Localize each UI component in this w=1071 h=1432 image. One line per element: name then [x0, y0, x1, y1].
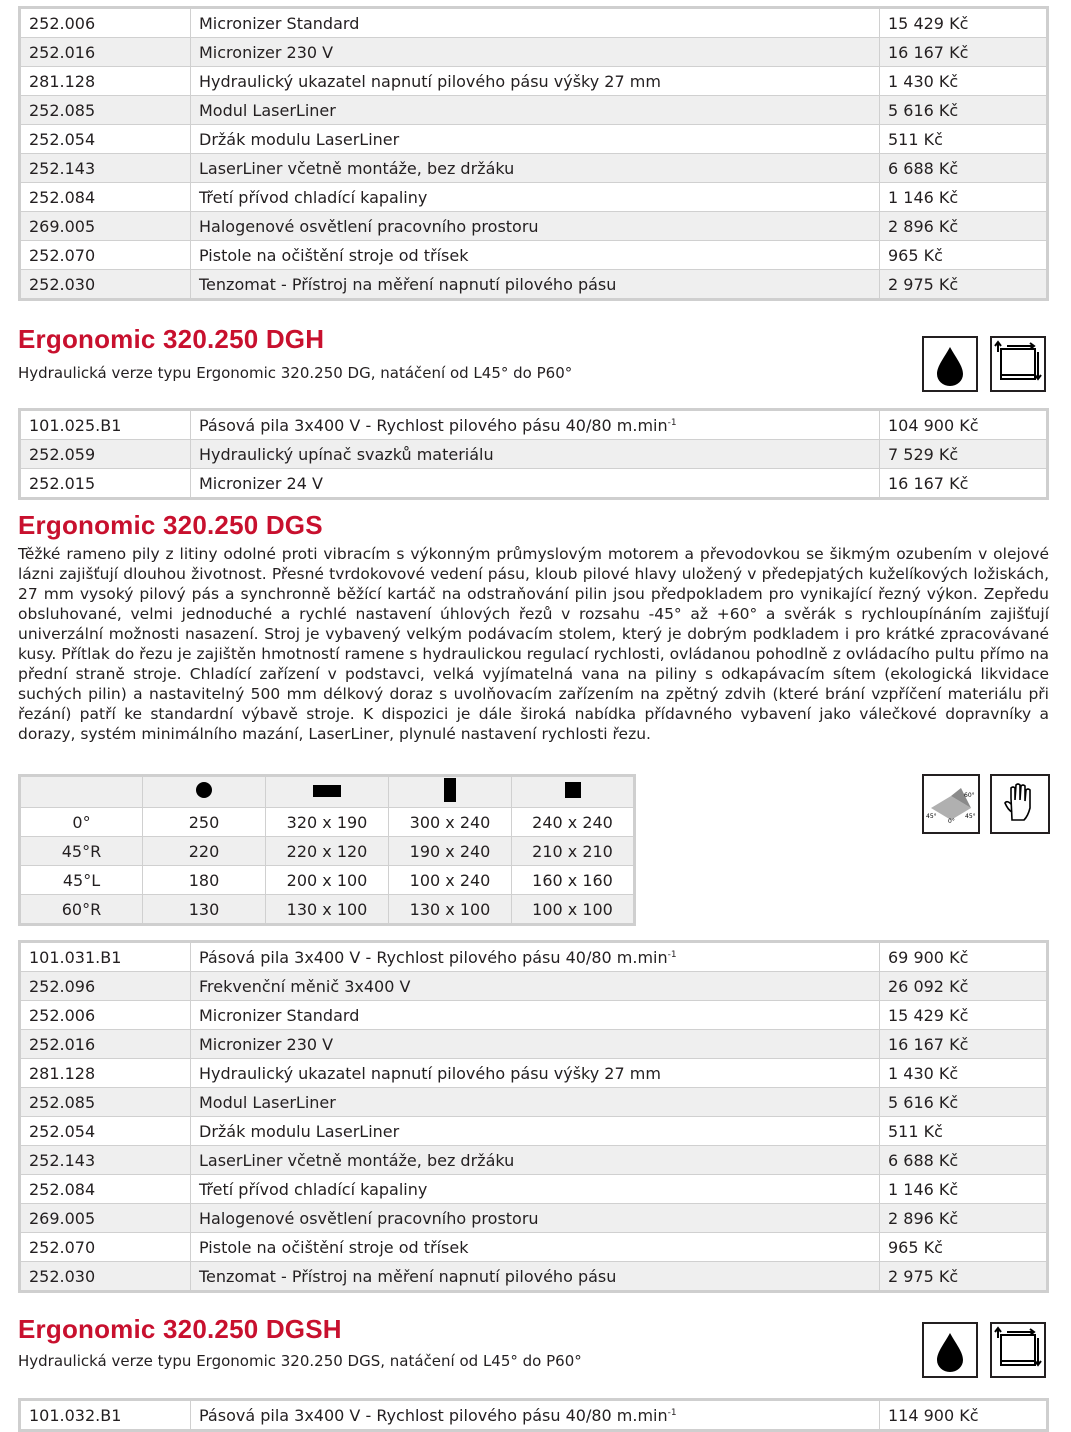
item-code-text: 252.006 [29, 1005, 96, 1025]
item-price [880, 1233, 1048, 1262]
capacity-row [20, 895, 635, 925]
table-row [20, 440, 1048, 469]
capacity-value: 250 [143, 808, 266, 837]
item-price [880, 1175, 1048, 1204]
item-price-text: 5 616 Kč [888, 1092, 959, 1112]
item-description-text: LaserLiner včetně montáže, bez držáku [199, 1150, 515, 1170]
item-description-text: Micronizer 24 V [199, 473, 323, 493]
angle-label-45-left: 45° [926, 813, 937, 820]
item-price-text: 2 975 Kč [888, 1266, 959, 1286]
table-row [20, 972, 1048, 1001]
capacity-value: 160 x 160 [512, 866, 635, 895]
table-row [20, 1400, 1048, 1431]
item-code [20, 1233, 191, 1262]
capacity-angle: 60°R [20, 895, 143, 925]
item-price [880, 67, 1048, 96]
dgh-table [18, 408, 1049, 500]
item-price-text: 511 Kč [888, 1121, 943, 1141]
item-price-text: 965 Kč [888, 245, 943, 265]
dgsh-table [18, 1398, 1049, 1432]
item-description [191, 1088, 880, 1117]
table-row [20, 1117, 1048, 1146]
item-code [20, 1262, 191, 1292]
item-description [191, 1233, 880, 1262]
capacity-value: 320 x 190 [266, 808, 389, 837]
item-code-text: 252.015 [29, 473, 96, 493]
section-subtitle-dgh: Hydraulická verze typu Ergonomic 320.250 DG, natáčení od L45° do P60° [18, 364, 573, 382]
capacity-value: 130 [143, 895, 266, 925]
item-description [191, 154, 880, 183]
item-price [880, 972, 1048, 1001]
item-description-text: Modul LaserLiner [199, 1092, 336, 1112]
round-section-icon [143, 776, 266, 808]
item-price-text: 5 616 Kč [888, 100, 959, 120]
item-description [191, 1059, 880, 1088]
item-code-text: 252.085 [29, 100, 96, 120]
item-price [880, 1059, 1048, 1088]
item-description [191, 469, 880, 499]
accessories-table-top [18, 6, 1049, 301]
item-code-text: 281.128 [29, 1063, 96, 1083]
item-code [20, 241, 191, 270]
capacity-row [20, 808, 635, 837]
item-price [880, 154, 1048, 183]
item-price-text: 16 167 Kč [888, 42, 969, 62]
item-code [20, 212, 191, 241]
item-description [191, 942, 880, 972]
capacity-value: 130 x 100 [389, 895, 512, 925]
item-code-text: 252.054 [29, 1121, 96, 1141]
item-price [880, 1204, 1048, 1233]
item-description-text: Pásová pila 3x400 V - Rychlost pilového pásu 40/80 m.min [199, 415, 668, 435]
item-code-text: 252.016 [29, 42, 96, 62]
item-code-text: 101.025.B1 [29, 415, 122, 435]
item-code-text: 252.016 [29, 1034, 96, 1054]
item-code [20, 270, 191, 300]
item-description [191, 183, 880, 212]
item-code-text: 252.070 [29, 1237, 96, 1257]
capacity-value: 210 x 210 [512, 837, 635, 866]
item-description [191, 1175, 880, 1204]
section-subtitle-dgsh: Hydraulická verze typu Ergonomic 320.250 DGS, natáčení od L45° do P60° [18, 1352, 582, 1370]
item-price-text: 1 146 Kč [888, 1179, 959, 1199]
item-price [880, 125, 1048, 154]
table-row [20, 1175, 1048, 1204]
item-description [191, 1204, 880, 1233]
capacity-angle: 45°R [20, 837, 143, 866]
item-price [880, 183, 1048, 212]
table-row [20, 183, 1048, 212]
item-description-text: Držák modulu LaserLiner [199, 129, 400, 149]
table-row [20, 270, 1048, 300]
item-price [880, 212, 1048, 241]
item-description-text: Micronizer 230 V [199, 1034, 334, 1054]
item-description [191, 270, 880, 300]
item-price-text: 15 429 Kč [888, 13, 969, 33]
item-code [20, 942, 191, 972]
item-price-text: 69 900 Kč [888, 947, 969, 967]
dgs-description: Těžké rameno pily z litiny odolné proti vibracím s výkonným průmyslovým motorem a převodovkou se šikmým ozubením v olejové lázni zajišťují dlouhou životnost. Přesné tvrdokovové vedení pásu, kloub pilové hlavy uložený v předepjatých kuželíkových ložiskách, 27 mm vysoký pilový pás a synchronně běžící kartáč na odstraňování pilin jsou předpokladem pro vynikající řezný výkon. Zepředu obsluhované, velmi jednoduché a rychlé nastavení úhlových řezů v rozsahu -45° až +60° a svěrák s rychloupínáním zajišťují univerzální možnosti nasazení. Stroj je vybavený velkým podávacím stolem, který je dobrým podkladem i pro krátké zpracovávané kusy. Přítlak do řezu je zajištěn hmotností ramene s hydraulickou regulací rychlosti, ovládanou pohodlně z ovládacího pultu přímo na přední straně stroje. Chladící zařízení v podstavci, velká vyjímatelná vana na piliny s odkapávacím sítem (ekologická likvidace suchých pilin) a nastavitelný 500 mm délkový doraz s uvolňovacím zařízením na zpětný zdvih (které brání vzpříčení materiálu při řezání) patří ke standardní výbavě stroje. K dispozici je dále široká nabídka přídavného vybavení jako válečkové dopravníky a dorazy, systém minimálního mazání, LaserLiner, plynulé nastavení rychlosti řezu. [18, 545, 1049, 743]
item-description-text: Pásová pila 3x400 V - Rychlost pilového pásu 40/80 m.min [199, 1405, 668, 1425]
item-price-text: 1 146 Kč [888, 187, 959, 207]
angle-label-0: 0° [948, 818, 955, 825]
item-description [191, 1030, 880, 1059]
item-code-text: 252.143 [29, 158, 96, 178]
item-description-text: Hydraulický ukazatel napnutí pilového pásu výšky 27 mm [199, 71, 661, 91]
item-description-text: Pásová pila 3x400 V - Rychlost pilového pásu 40/80 m.min [199, 947, 668, 967]
item-price [880, 8, 1048, 38]
item-description-text: Halogenové osvětlení pracovního prostoru [199, 1208, 539, 1228]
unit-exponent: -1 [667, 417, 677, 428]
item-description [191, 241, 880, 270]
table-row [20, 1146, 1048, 1175]
item-code [20, 440, 191, 469]
unit-exponent: -1 [667, 949, 677, 960]
table-row [20, 1262, 1048, 1292]
capacity-value: 180 [143, 866, 266, 895]
rotation-vise-icon [990, 336, 1046, 392]
item-code-text: 252.084 [29, 1179, 96, 1199]
capacity-row [20, 837, 635, 866]
item-code [20, 1400, 191, 1431]
item-price [880, 469, 1048, 499]
item-description [191, 38, 880, 67]
item-description [191, 125, 880, 154]
item-code-text: 252.030 [29, 1266, 96, 1286]
item-description-text: Frekvenční měnič 3x400 V [199, 976, 411, 996]
table-row [20, 1001, 1048, 1030]
item-description-text: Micronizer 230 V [199, 42, 334, 62]
item-price-text: 1 430 Kč [888, 1063, 959, 1083]
item-code [20, 154, 191, 183]
item-code-text: 252.096 [29, 976, 96, 996]
tall-rectangle-icon [389, 776, 512, 808]
item-code-text: 269.005 [29, 1208, 96, 1228]
item-code [20, 38, 191, 67]
item-code [20, 1030, 191, 1059]
item-price-text: 6 688 Kč [888, 158, 959, 178]
item-code-text: 252.085 [29, 1092, 96, 1112]
angle-label-60: 60° [964, 792, 975, 799]
table-row [20, 96, 1048, 125]
capacity-value: 300 x 240 [389, 808, 512, 837]
table-row [20, 469, 1048, 499]
item-description-text: Hydraulický upínač svazků materiálu [199, 444, 494, 464]
item-description-text: Tenzomat - Přístroj na měření napnutí pilového pásu [199, 274, 617, 294]
item-code [20, 1059, 191, 1088]
item-description [191, 212, 880, 241]
item-code [20, 1117, 191, 1146]
table-row [20, 410, 1048, 440]
item-description [191, 96, 880, 125]
item-code-text: 252.070 [29, 245, 96, 265]
item-price-text: 7 529 Kč [888, 444, 959, 464]
item-description-text: Halogenové osvětlení pracovního prostoru [199, 216, 539, 236]
section-title-dgsh: Ergonomic 320.250 DGSH [18, 1314, 342, 1344]
item-description [191, 8, 880, 38]
item-code [20, 8, 191, 38]
table-row [20, 1204, 1048, 1233]
capacity-value: 200 x 100 [266, 866, 389, 895]
capacity-header-angle [20, 776, 143, 808]
item-description [191, 972, 880, 1001]
capacity-value: 100 x 240 [389, 866, 512, 895]
item-price [880, 38, 1048, 67]
item-price-text: 16 167 Kč [888, 473, 969, 493]
item-description-text: LaserLiner včetně montáže, bez držáku [199, 158, 515, 178]
item-description-text: Tenzomat - Přístroj na měření napnutí pilového pásu [199, 1266, 617, 1286]
capacity-value: 130 x 100 [266, 895, 389, 925]
item-description-text: Držák modulu LaserLiner [199, 1121, 400, 1141]
capacity-angle: 0° [20, 808, 143, 837]
item-price-text: 104 900 Kč [888, 415, 979, 435]
item-code-text: 281.128 [29, 71, 96, 91]
item-price-text: 1 430 Kč [888, 71, 959, 91]
item-description-text: Pistole na očištění stroje od třísek [199, 245, 469, 265]
capacity-value: 190 x 240 [389, 837, 512, 866]
item-description [191, 1146, 880, 1175]
capacity-value: 220 x 120 [266, 837, 389, 866]
item-price [880, 1001, 1048, 1030]
item-price [880, 1262, 1048, 1292]
item-description-text: Hydraulický ukazatel napnutí pilového pásu výšky 27 mm [199, 1063, 661, 1083]
square-section-icon [512, 776, 635, 808]
item-code [20, 1001, 191, 1030]
item-code [20, 96, 191, 125]
item-price [880, 410, 1048, 440]
item-price-text: 2 896 Kč [888, 216, 959, 236]
capacity-value: 220 [143, 837, 266, 866]
table-row [20, 1088, 1048, 1117]
item-code [20, 125, 191, 154]
table-row [20, 8, 1048, 38]
item-code-text: 269.005 [29, 216, 96, 236]
table-row [20, 154, 1048, 183]
item-price [880, 1117, 1048, 1146]
item-price [880, 1146, 1048, 1175]
item-description [191, 440, 880, 469]
item-price-text: 2 975 Kč [888, 274, 959, 294]
item-description [191, 67, 880, 96]
dgs-table [18, 940, 1049, 1293]
unit-exponent: -1 [667, 1407, 677, 1418]
item-code-text: 252.054 [29, 129, 96, 149]
item-price-text: 965 Kč [888, 1237, 943, 1257]
miter-angle-icon [922, 774, 980, 834]
item-price-text: 26 092 Kč [888, 976, 969, 996]
capacity-value: 100 x 100 [512, 895, 635, 925]
item-code-text: 252.143 [29, 1150, 96, 1170]
section-title-dgh: Ergonomic 320.250 DGH [18, 324, 325, 354]
item-description-text: Třetí přívod chladící kapaliny [199, 1179, 428, 1199]
item-description-text: Pistole na očištění stroje od třísek [199, 1237, 469, 1257]
item-price [880, 241, 1048, 270]
table-row [20, 1233, 1048, 1262]
item-price [880, 942, 1048, 972]
angle-label-45-right: 45° [965, 813, 976, 820]
item-code [20, 1088, 191, 1117]
cutting-capacity-table [18, 774, 636, 926]
table-row [20, 38, 1048, 67]
item-code-text: 101.032.B1 [29, 1405, 122, 1425]
item-code-text: 101.031.B1 [29, 947, 122, 967]
item-description [191, 1262, 880, 1292]
item-code [20, 1175, 191, 1204]
item-price-text: 511 Kč [888, 129, 943, 149]
item-description [191, 1117, 880, 1146]
item-code-text: 252.084 [29, 187, 96, 207]
item-price [880, 270, 1048, 300]
item-price-text: 15 429 Kč [888, 1005, 969, 1025]
hydraulic-drop-icon [922, 336, 978, 392]
item-description [191, 1400, 880, 1431]
section-title-dgs: Ergonomic 320.250 DGS [18, 510, 323, 540]
table-row [20, 212, 1048, 241]
item-description-text: Třetí přívod chladící kapaliny [199, 187, 428, 207]
item-price [880, 1030, 1048, 1059]
table-row [20, 67, 1048, 96]
hydraulic-drop-icon [922, 1322, 978, 1378]
table-row [20, 1059, 1048, 1088]
item-price-text: 16 167 Kč [888, 1034, 969, 1054]
item-code-text: 252.006 [29, 13, 96, 33]
item-code [20, 67, 191, 96]
item-description-text: Micronizer Standard [199, 1005, 360, 1025]
capacity-value: 240 x 240 [512, 808, 635, 837]
table-row [20, 1030, 1048, 1059]
capacity-row [20, 866, 635, 895]
item-code [20, 469, 191, 499]
item-price-text: 114 900 Kč [888, 1405, 979, 1425]
item-description-text: Modul LaserLiner [199, 100, 336, 120]
item-price [880, 1088, 1048, 1117]
item-code-text: 252.030 [29, 274, 96, 294]
item-code-text: 252.059 [29, 444, 96, 464]
rotation-vise-icon [990, 1322, 1046, 1378]
item-price [880, 440, 1048, 469]
item-description [191, 1001, 880, 1030]
item-code [20, 972, 191, 1001]
item-description-text: Micronizer Standard [199, 13, 360, 33]
flat-rectangle-icon [266, 776, 389, 808]
item-price [880, 1400, 1048, 1431]
item-price-text: 2 896 Kč [888, 1208, 959, 1228]
table-row [20, 241, 1048, 270]
manual-glove-icon [990, 774, 1050, 834]
item-description [191, 410, 880, 440]
item-code [20, 410, 191, 440]
table-row [20, 125, 1048, 154]
item-code [20, 183, 191, 212]
table-row [20, 942, 1048, 972]
item-code [20, 1204, 191, 1233]
item-price [880, 96, 1048, 125]
item-code [20, 1146, 191, 1175]
capacity-angle: 45°L [20, 866, 143, 895]
item-price-text: 6 688 Kč [888, 1150, 959, 1170]
